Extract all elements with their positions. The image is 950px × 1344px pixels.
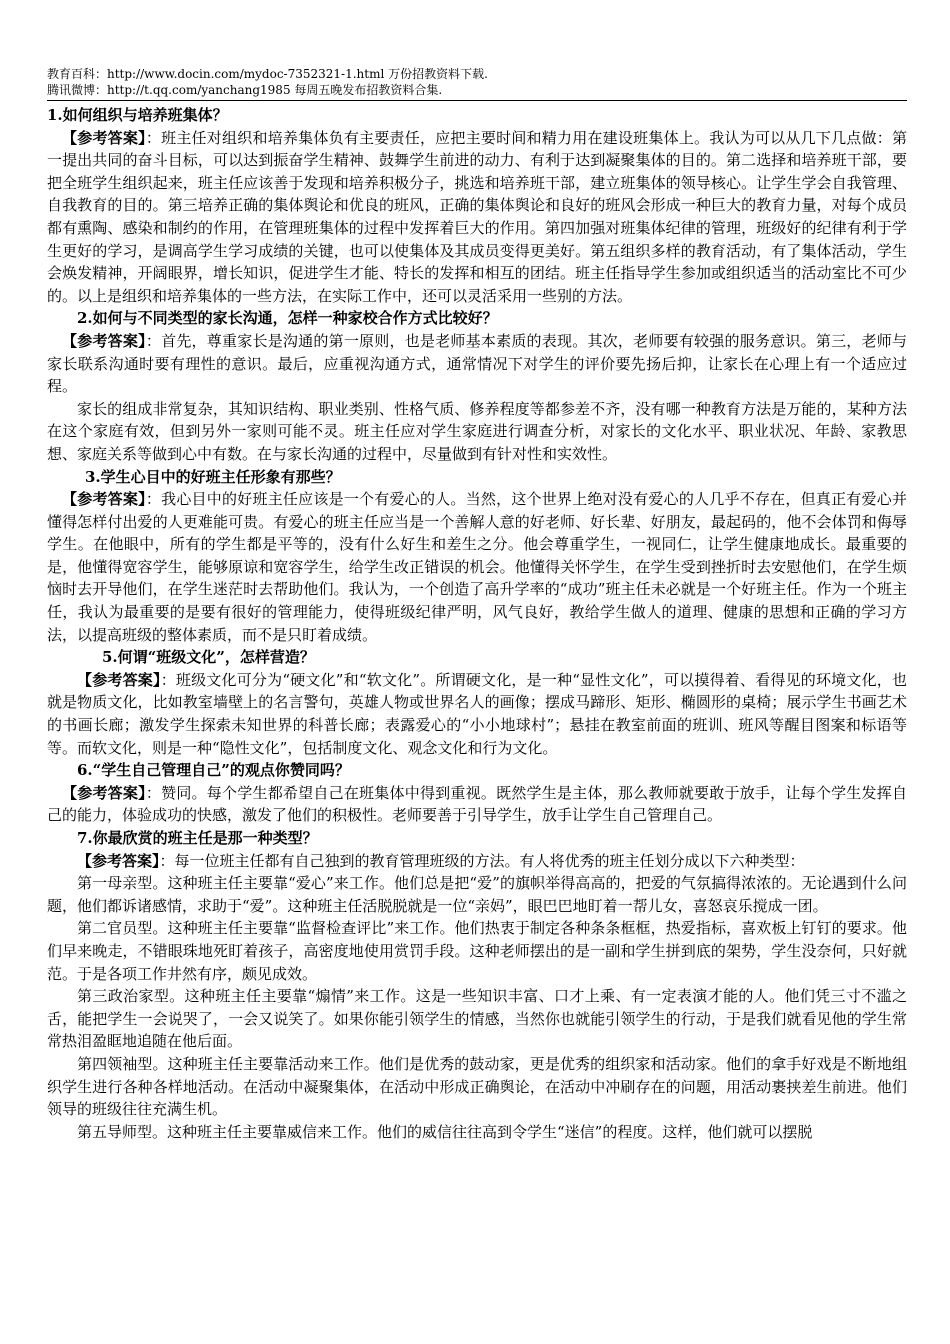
teacher-type-official: 第二官员型。这种班主任主要靠“监督检查评比”来工作。他们热衷于制定各种条条框框，热爱指标，喜欢板上钉钉的要求。他们早来晚走，不错眼珠地死盯着孩子，高密度地使用赏罚手段。这种老师摆出的是一副和学生拼到底的架势，学生没奈何，只好就范。于是各项工作井然有序，颇见成效。	[47, 919, 907, 983]
question-5-answer	[47, 669, 907, 759]
document-page	[47, 66, 907, 1143]
answer-tag: 【参考答案】	[62, 490, 146, 509]
answer-tag: 【参考答案】	[62, 128, 146, 147]
answer-text: ：每一位班主任都有自己独到的教育管理班级的方法。有人将优秀的班主任划分成以下六种类型：	[159, 851, 805, 870]
answer-tag: 【参考答案】	[77, 851, 160, 870]
teacher-type-mentor: 第五导师型。这种班主任主要靠威信来工作。他们的威信往往高到令学生“迷信”的程度。这样，他们就可以摆脱	[77, 1122, 813, 1141]
answer-tag: 【参考答案】	[62, 331, 146, 350]
teacher-type-leader: 第四领袖型。这种班主任主要靠活动来工作。他们是优秀的鼓动家，更是优秀的组织家和活动家。他们的拿手好戏是不断地组织学生进行各种各样地活动。在活动中凝聚集体，在活动中形成正确舆论，在活动中冲刷存在的问题，用活动裹挟差生前进。他们领导的班级往往充满生机。	[47, 1054, 907, 1119]
header-line-docin: 教育百科：http://www.docin.com/mydoc-7352321-1.html 万份招教资料下载.	[47, 67, 488, 81]
teacher-type-politician: 第三政治家型。这种班主任主要靠“煽情”来工作。这是一些知识丰富、口才上乘、有一定表演才能的人。他们凭三寸不滥之舌，能把学生一会说哭了，一会又说笑了。如果你能引领学生的情感，当然你也就能引领学生的行动，于是我们就看见他的学生常常热泪盈眶地追随在他后面。	[47, 987, 907, 1051]
question-5-title: 5.何谓“班级文化”，怎样营造？	[102, 648, 315, 667]
document-body	[47, 104, 907, 1143]
answer-text: ：班主任对组织和培养集体负有主要责任，应把主要时间和精力用在建设班集体上。我认为可以从几下几点做：第一提出共同的奋斗目标，可以达到振奋学生精神、鼓舞学生前进的动力、有利于达到凝聚集体的目的。第二选择和培养班干部，要把全班学生组织起来，班主任应该善于发现和培养积极分子，挑选和培养班干部，建立班集体的领导核心。让学生学会自我管理、自我教育的目的。第三培养正确的集体舆论和优良的班风，正确的集体舆论和良好的班风会形成一种巨大的教育力量，对每个成员都有熏陶、感染和制约的作用，在管理班集体的过程中发挥着巨大的作用。第四加强对班集体纪律的管理，班级好的纪律有利于学生更好的学习，是调高学生学习成绩的关键，也可以使集体及其成员变得更美好。第五组织多样的教育活动，有了集体活动，学生会焕发精神，开阔眼界，增长知识，促进学生才能、特长的发挥和相互的团结。班主任指导学生参加或组织适当的活动室比不可少的。以上是组织和培养集体的一些方法，在实际工作中，还可以灵活采用一些别的方法。	[47, 128, 907, 305]
question-2-answer	[47, 330, 907, 398]
question-3-title: 3.学生心目中的好班主任形象有那些？	[85, 467, 341, 486]
teacher-type-mother: 第一母亲型。这种班主任主要靠“爱心”来工作。他们总是把“爱”的旗帜举得高高的，把爱的气氛搞得浓浓的。无论遇到什么问题，他们都诉诸感情，求助于“爱”。这种班主任活脱脱就是一位“亲妈”，眼巴巴地盯着一帮儿女，喜怒哀乐搅成一团。	[47, 874, 907, 915]
question-1-answer	[47, 127, 907, 308]
question-2-title: 2.如何与不同类型的家长沟通，怎样一种家校合作方式比较好？	[77, 309, 498, 328]
answer-tag: 【参考答案】	[77, 670, 161, 689]
answer-text: ：班级文化可分为“硬文化”和“软文化”。所谓硬文化，是一种“显性文化”，可以摸得着、看得见的环境文化，也就是物质文化，比如教室墙壁上的名言警句，英雄人物或世界名人的画像；摆成马蹄形、矩形、椭圆形的桌椅；展示学生书画艺术的书画长廊；激发学生探索未知世界的科普长廊；表露爱心的“小小地球村”；悬挂在教室前面的班训、班风等醒目图案和标语等等。而软文化，则是一种“隐性文化”，包括制度文化、观念文化和行为文化。	[47, 670, 907, 757]
header-rule	[47, 100, 907, 101]
answer-text: ：赞同。每个学生都希望自己在班集体中得到重视。既然学生是主体，那么教师就要敢于放手，让每个学生发挥自己的能力，体验成功的快感，激发了他们的积极性。老师要善于引导学生，放手让学生自己管理自己。	[47, 783, 907, 825]
question-3-answer	[47, 488, 907, 646]
question-7-title: 7.你最欣赏的班主任是那一种类型？	[77, 829, 318, 847]
answer-text: ：我心目中的好班主任应该是一个有爱心的人。当然，这个世界上绝对没有爱心的人几乎不存在，但真正有爱心并懂得怎样付出爱的人更难能可贵。有爱心的班主任应当是一个善解人意的好老师、好长辈、好朋友，最起码的，他不会体罚和侮辱学生。在他眼中，所有的学生都是平等的，没有什么好生和差生之分。他会尊重学生，一视同仁，让学生健康地成长。最重要的是，他懂得宽容学生，能够原谅和宽容学生，给学生改正错误的机会。他懂得关怀学生，在学生受到挫折时去安慰他们，在学生烦恼时去开导他们，在学生迷茫时去帮助他们。我认为，一个创造了高升学率的“成功”班主任未必就是一个好班主任。作为一个班主任，我认为最重要的是要有很好的管理能力，使得班级纪律严明，风气良好，教给学生做人的道理、健康的思想和正确的学习方法，以提高班级的整体素质，而不是只盯着成绩。	[47, 490, 907, 644]
question-1-title: 1.如何组织与培养班集体？	[47, 106, 228, 124]
question-2-paragraph-2: 家长的组成非常复杂，其知识结构、职业类别、性格气质、修养程度等都参差不齐，没有哪一种教育方法是万能的，某种方法在这个家庭有效，但到另外一家则可能不灵。班主任应对学生家庭进行调查分析，对家长的文化水平、职业状况、年龄、家教思想、家庭关系等做到心中有数。在与家长沟通的过程中，尽量做到有针对性和实效性。	[47, 399, 907, 463]
question-6-answer	[47, 782, 907, 827]
question-6-title: 6.“学生自己管理自己”的观点你赞同吗？	[77, 761, 350, 780]
page-header	[47, 66, 907, 98]
answer-tag: 【参考答案】	[62, 783, 146, 802]
header-line-weibo: 腾讯微博：http://t.qq.com/yanchang1985 每周五晚发布招教资料合集.	[47, 83, 443, 97]
answer-text: ：首先，尊重家长是沟通的第一原则，也是老师基本素质的表现。其次，老师要有较强的服务意识。第三，老师与家长联系沟通时要有理性的意识。最后，应重视沟通方式，通常情况下对学生的评价要先扬后抑，让家长在心理上有一个适应过程。	[47, 331, 907, 396]
question-7-answer	[47, 850, 907, 873]
